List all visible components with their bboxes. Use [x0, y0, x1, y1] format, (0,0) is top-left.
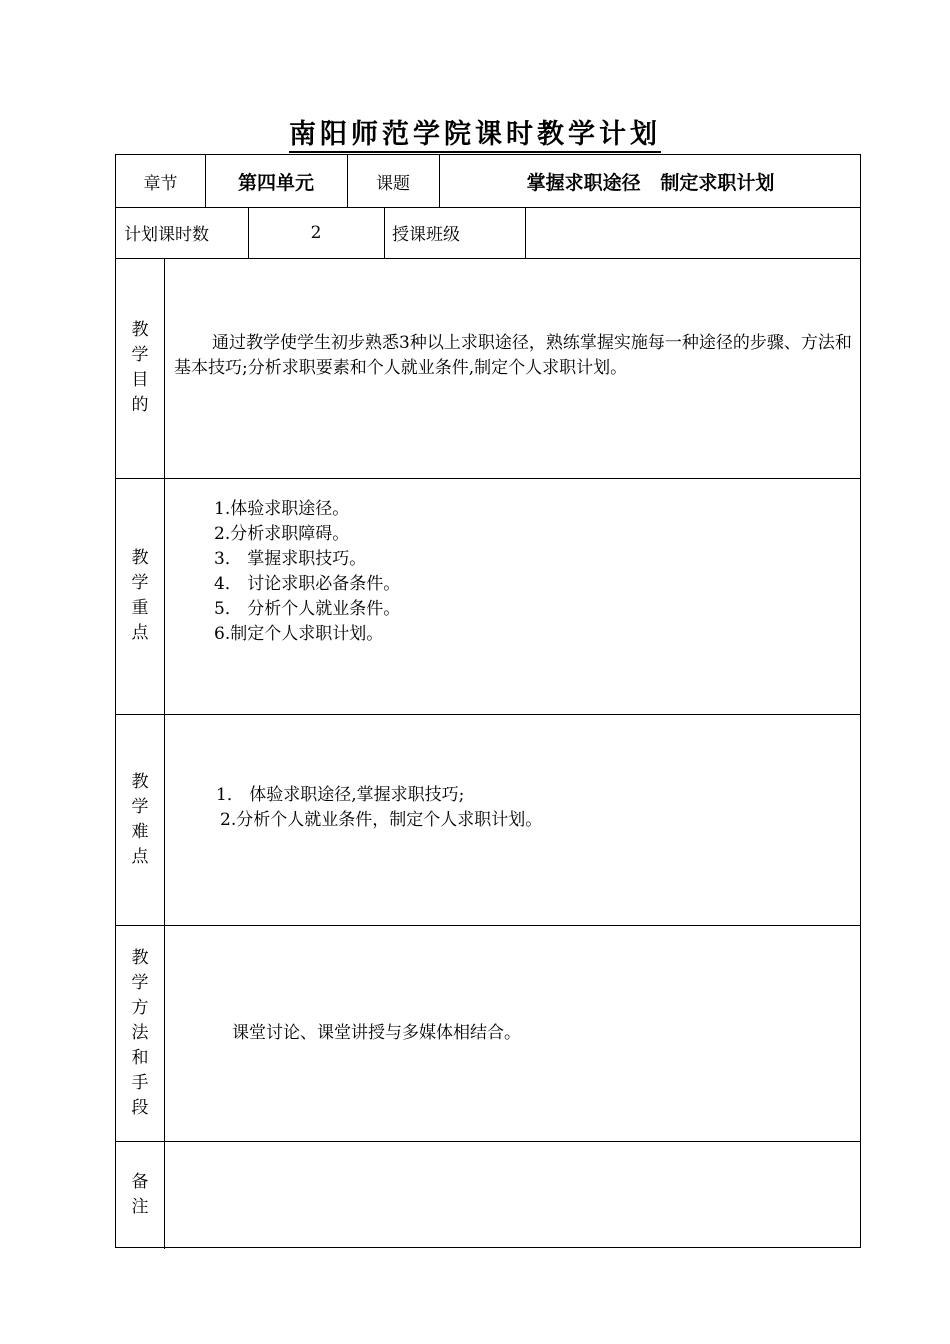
lesson-plan-table [115, 154, 861, 1248]
objective-label: 教 学 目 的 [131, 320, 149, 415]
row-divider [116, 478, 860, 479]
difficulties-list [216, 783, 816, 833]
notes-label: 备 注 [131, 1172, 149, 1217]
key-points-list [214, 497, 814, 647]
topic-value: 掌握求职途径 制定求职计划 [526, 171, 775, 194]
class-value [525, 207, 862, 258]
list-item: 2.分析求职障碍。 [214, 524, 350, 544]
list-item: 1.体验求职途径。 [214, 499, 350, 519]
row-divider [116, 258, 860, 259]
methods-text: 课堂讨论、课堂讲授与多媒体相结合。 [232, 1023, 521, 1043]
list-item: 1． 体验求职途径,掌握求职技巧; [216, 785, 465, 805]
objective-text: 通过教学使学生初步熟悉3种以上求职途径，熟练掌握实施每一种途径的步骤、方法和基本技巧;分析求职要素和个人就业条件,制定个人求职计划。 [174, 333, 852, 378]
chapter-value: 第四单元 [237, 171, 314, 194]
row-divider [116, 1141, 860, 1142]
page-title: 南阳师范学院课时教学计划 [0, 112, 950, 151]
list-item: 3． 掌握求职技巧。 [214, 549, 367, 569]
hours-label: 计划课时数 [124, 225, 209, 245]
list-item: 4． 讨论求职必备条件。 [214, 574, 401, 594]
difficulties-label: 教 学 难 点 [131, 771, 149, 867]
row-divider [116, 714, 860, 715]
chapter-label: 章节 [143, 173, 178, 194]
list-item: 5． 分析个人就业条件。 [214, 599, 401, 619]
col-divider [164, 258, 165, 1249]
topic-label: 课题 [376, 173, 410, 194]
list-item: 2.分析个人就业条件，制定个人求职计划。 [220, 810, 543, 830]
list-item: 6.制定个人求职计划。 [214, 624, 384, 644]
class-label: 授课班级 [392, 225, 460, 245]
methods-label: 教 学 方 法 和 手 段 [131, 947, 149, 1118]
row-divider [116, 925, 860, 926]
hours-value: 2 [310, 222, 322, 243]
col-divider [384, 207, 385, 258]
key-points-label: 教 学 重 点 [131, 548, 149, 643]
